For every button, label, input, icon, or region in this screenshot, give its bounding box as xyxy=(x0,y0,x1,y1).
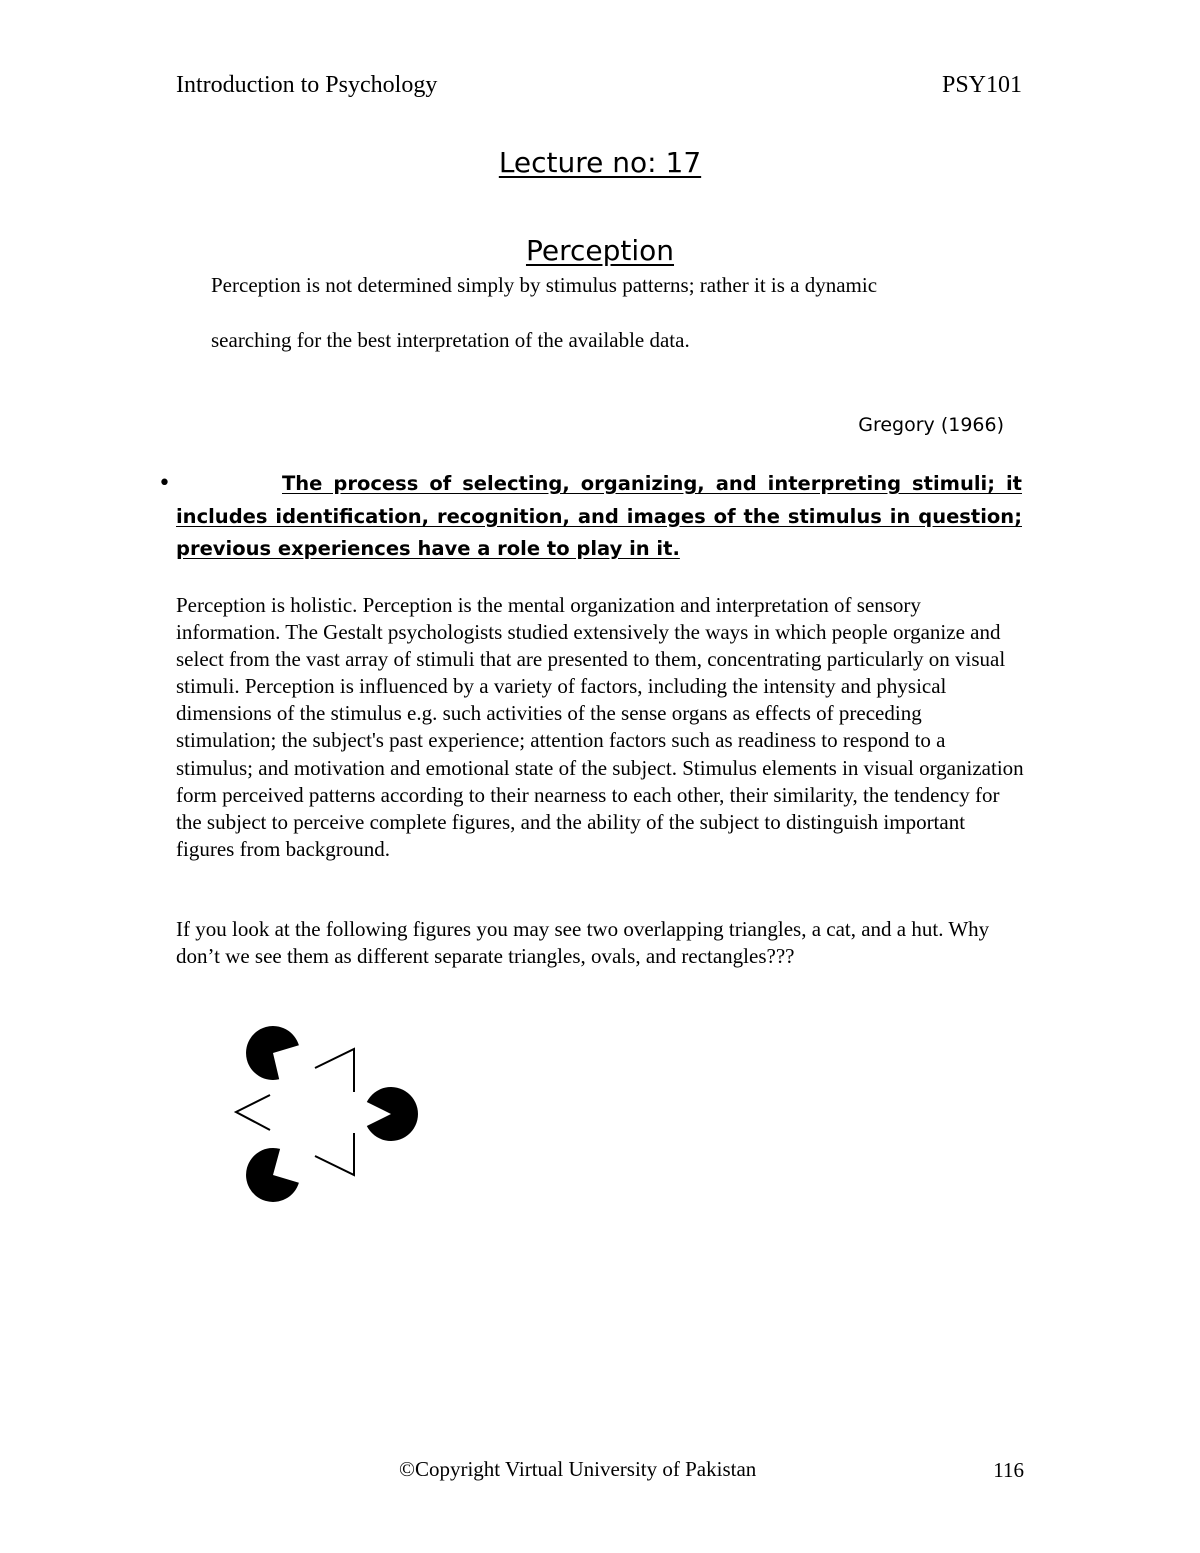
quote-line-1: Perception is not determined simply by stimulus patterns; rather it is a dynamic xyxy=(211,273,878,297)
pacman-right xyxy=(367,1087,418,1141)
section-title: Perception xyxy=(525,234,675,267)
lecture-title: Lecture no: 17 xyxy=(498,146,702,179)
bullet-icon: • xyxy=(158,471,171,496)
definition-text: The process of selecting, organizing, and interpreting stimuli; it includes identification, recognition, and images of the stimulus in question; previous experiences have a role to play in it. xyxy=(176,472,1022,560)
body-paragraph-2: If you look at the following figures you may see two overlapping triangles, a cat, and a hut. Why don’t we see them as different separate triangles, ovals, and rectangles??? xyxy=(176,917,990,969)
body-paragraph-1: Perception is holistic. Perception is the mental organization and interpretation of sensory information. The Gestalt psychologists studied extensively the ways in which people organize and select from the vast array of stimuli that are presented to them, concentrating particularly on visual stimuli. Perception is influenced by a variety of factors, including the intensity and physical dimensions of the stimulus e.g. such activities of the sense organs as effects of preceding stimulation; the subject's past experience; attention factors such as readiness to respond to a stimulus; and motivation and emotional state of the subject. Stimulus elements in visual organization form perceived patterns according to their nearness to each other, their similarity, the tendency for the subject to perceive complete figures, and the ability of the subject to distinguish important figures from background. xyxy=(176,593,1024,861)
triangle-corner-left xyxy=(236,1095,270,1130)
course-code: PSY101 xyxy=(941,72,1022,98)
pacman-top-left xyxy=(246,1026,299,1080)
pacman-bottom-left xyxy=(246,1148,299,1202)
footer-copyright: ©Copyright Virtual University of Pakistan xyxy=(399,1457,757,1481)
quote-line-2: searching for the best interpretation of the available data. xyxy=(211,328,690,352)
page-number: 116 xyxy=(993,1458,1024,1482)
course-title: Introduction to Psychology xyxy=(176,72,438,98)
quote-attribution: Gregory (1966) xyxy=(858,414,1004,436)
triangle-corner-top xyxy=(315,1049,354,1092)
kanizsa-triangle-icon xyxy=(228,1015,428,1210)
triangle-corner-bottom xyxy=(315,1133,354,1175)
